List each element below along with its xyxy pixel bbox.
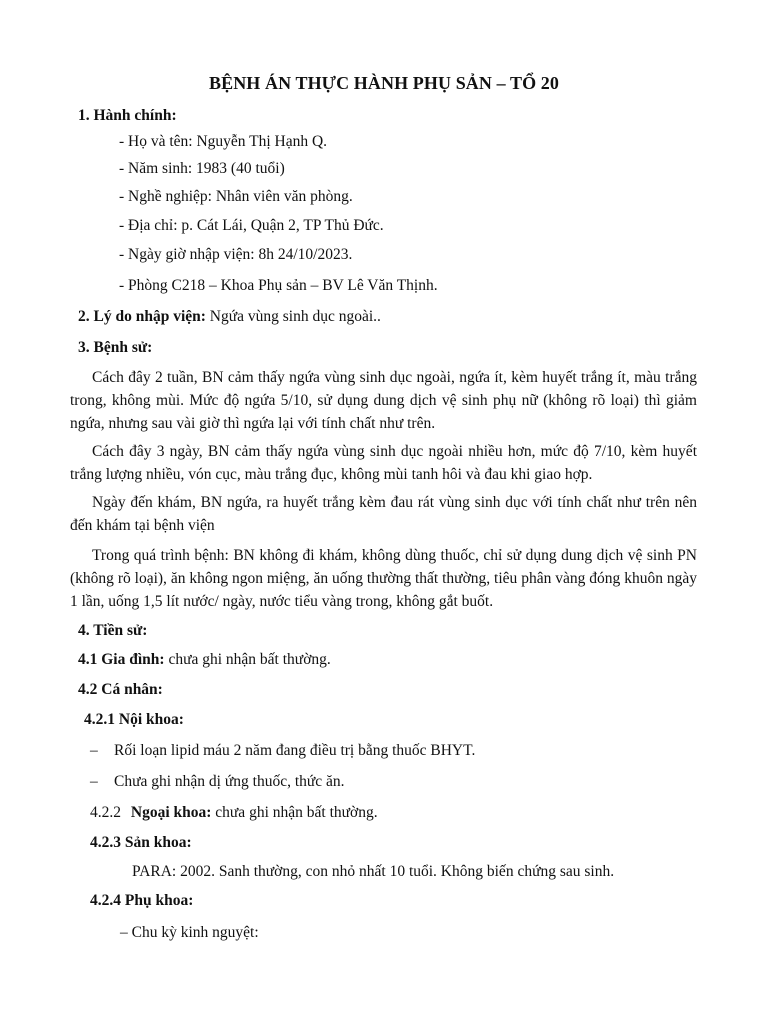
gynecology-heading: 4.2.4 Phụ khoa: xyxy=(90,892,194,909)
section-past-history-heading: 4. Tiền sử: xyxy=(78,622,148,639)
reason-heading: 2. Lý do nhập viện: xyxy=(78,308,206,325)
family-history xyxy=(78,650,331,670)
family-label: 4.1 Gia đình: xyxy=(78,651,165,668)
dash-bullet: – xyxy=(90,742,98,759)
document-title: BỆNH ÁN THỰC HÀNH PHỤ SẢN – TỔ 20 xyxy=(208,73,559,93)
dash-bullet: – xyxy=(90,773,98,790)
menstrual-cycle-item: – Chu kỳ kinh nguyệt: xyxy=(120,924,259,941)
history-paragraph-2: Cách đây 3 ngày, BN cảm thấy ngứa vùng sinh dục ngoài nhiều hơn, mức độ 7/10, kèm huyết trắng lượng nhiều, vón cục, màu trắng đục, không mùi tanh hôi và đau khi giao hợp. xyxy=(70,443,697,483)
address: - Địa chỉ: p. Cát Lái, Quận 2, TP Thủ Đức. xyxy=(119,217,384,234)
occupation: - Nghề nghiệp: Nhân viên văn phòng. xyxy=(119,188,353,205)
room-department: - Phòng C218 – Khoa Phụ sản – BV Lê Văn Thịnh. xyxy=(119,277,438,294)
surgical-text: chưa ghi nhận bất thường. xyxy=(211,804,378,821)
section-history-heading: 3. Bệnh sử: xyxy=(78,339,153,356)
admission-datetime: - Ngày giờ nhập viện: 8h 24/10/2023. xyxy=(119,246,353,263)
internal-item-1 xyxy=(90,741,475,761)
internal-item-text: Rối loạn lipid máu 2 năm đang điều trị bằng thuốc BHYT. xyxy=(114,742,476,759)
birth-year: - Năm sinh: 1983 (40 tuổi) xyxy=(119,160,285,177)
reason-text: Ngứa vùng sinh dục ngoài.. xyxy=(205,308,381,325)
surgical-label: Ngoại khoa: xyxy=(130,804,212,821)
internal-medicine-heading: 4.2.1 Nội khoa: xyxy=(84,711,184,728)
internal-item-text: Chưa ghi nhận dị ứng thuốc, thức ăn. xyxy=(114,773,345,790)
history-paragraph-1: Cách đây 2 tuần, BN cảm thấy ngứa vùng sinh dục ngoài, ngứa ít, kèm huyết trắng ít, màu trắng trong, không mùi. Mức độ ngứa 5/10, sử dụng dung dịch vệ sinh phụ nữ (không rõ loại) thì giảm ngứa, nhưng sau vài giờ thì ngứa lại với tính chất như trên. xyxy=(70,369,697,432)
obstetric-heading: 4.2.3 Sản khoa: xyxy=(90,834,192,851)
surgical-number: 4.2.2 xyxy=(90,804,121,821)
personal-history-heading: 4.2 Cá nhân: xyxy=(78,681,163,698)
section-administrative-heading: 1. Hành chính: xyxy=(78,107,177,124)
internal-item-2 xyxy=(90,772,345,792)
surgical-history xyxy=(90,803,378,823)
history-paragraph-4: Trong quá trình bệnh: BN không đi khám, không dùng thuốc, chỉ sử dụng dung dịch vệ sinh PN (không rõ loại), ăn không ngon miệng, ăn uống thường thất thường, tiêu phân vàng đóng khuôn ngày 1 lần, uống 1,5 lít nước/ ngày, nước tiểu vàng trong, không gắt buốt. xyxy=(70,547,697,610)
family-text: chưa ghi nhận bất thường. xyxy=(164,651,331,668)
section-reason-admission xyxy=(78,307,381,327)
patient-name: - Họ và tên: Nguyễn Thị Hạnh Q. xyxy=(119,133,328,150)
history-paragraph-3: Ngày đến khám, BN ngứa, ra huyết trắng kèm đau rát vùng sinh dục với tính chất như trên nên đến khám tại bệnh viện xyxy=(70,494,697,534)
obstetric-text: PARA: 2002. Sanh thường, con nhỏ nhất 10 tuổi. Không biến chứng sau sinh. xyxy=(132,863,615,880)
